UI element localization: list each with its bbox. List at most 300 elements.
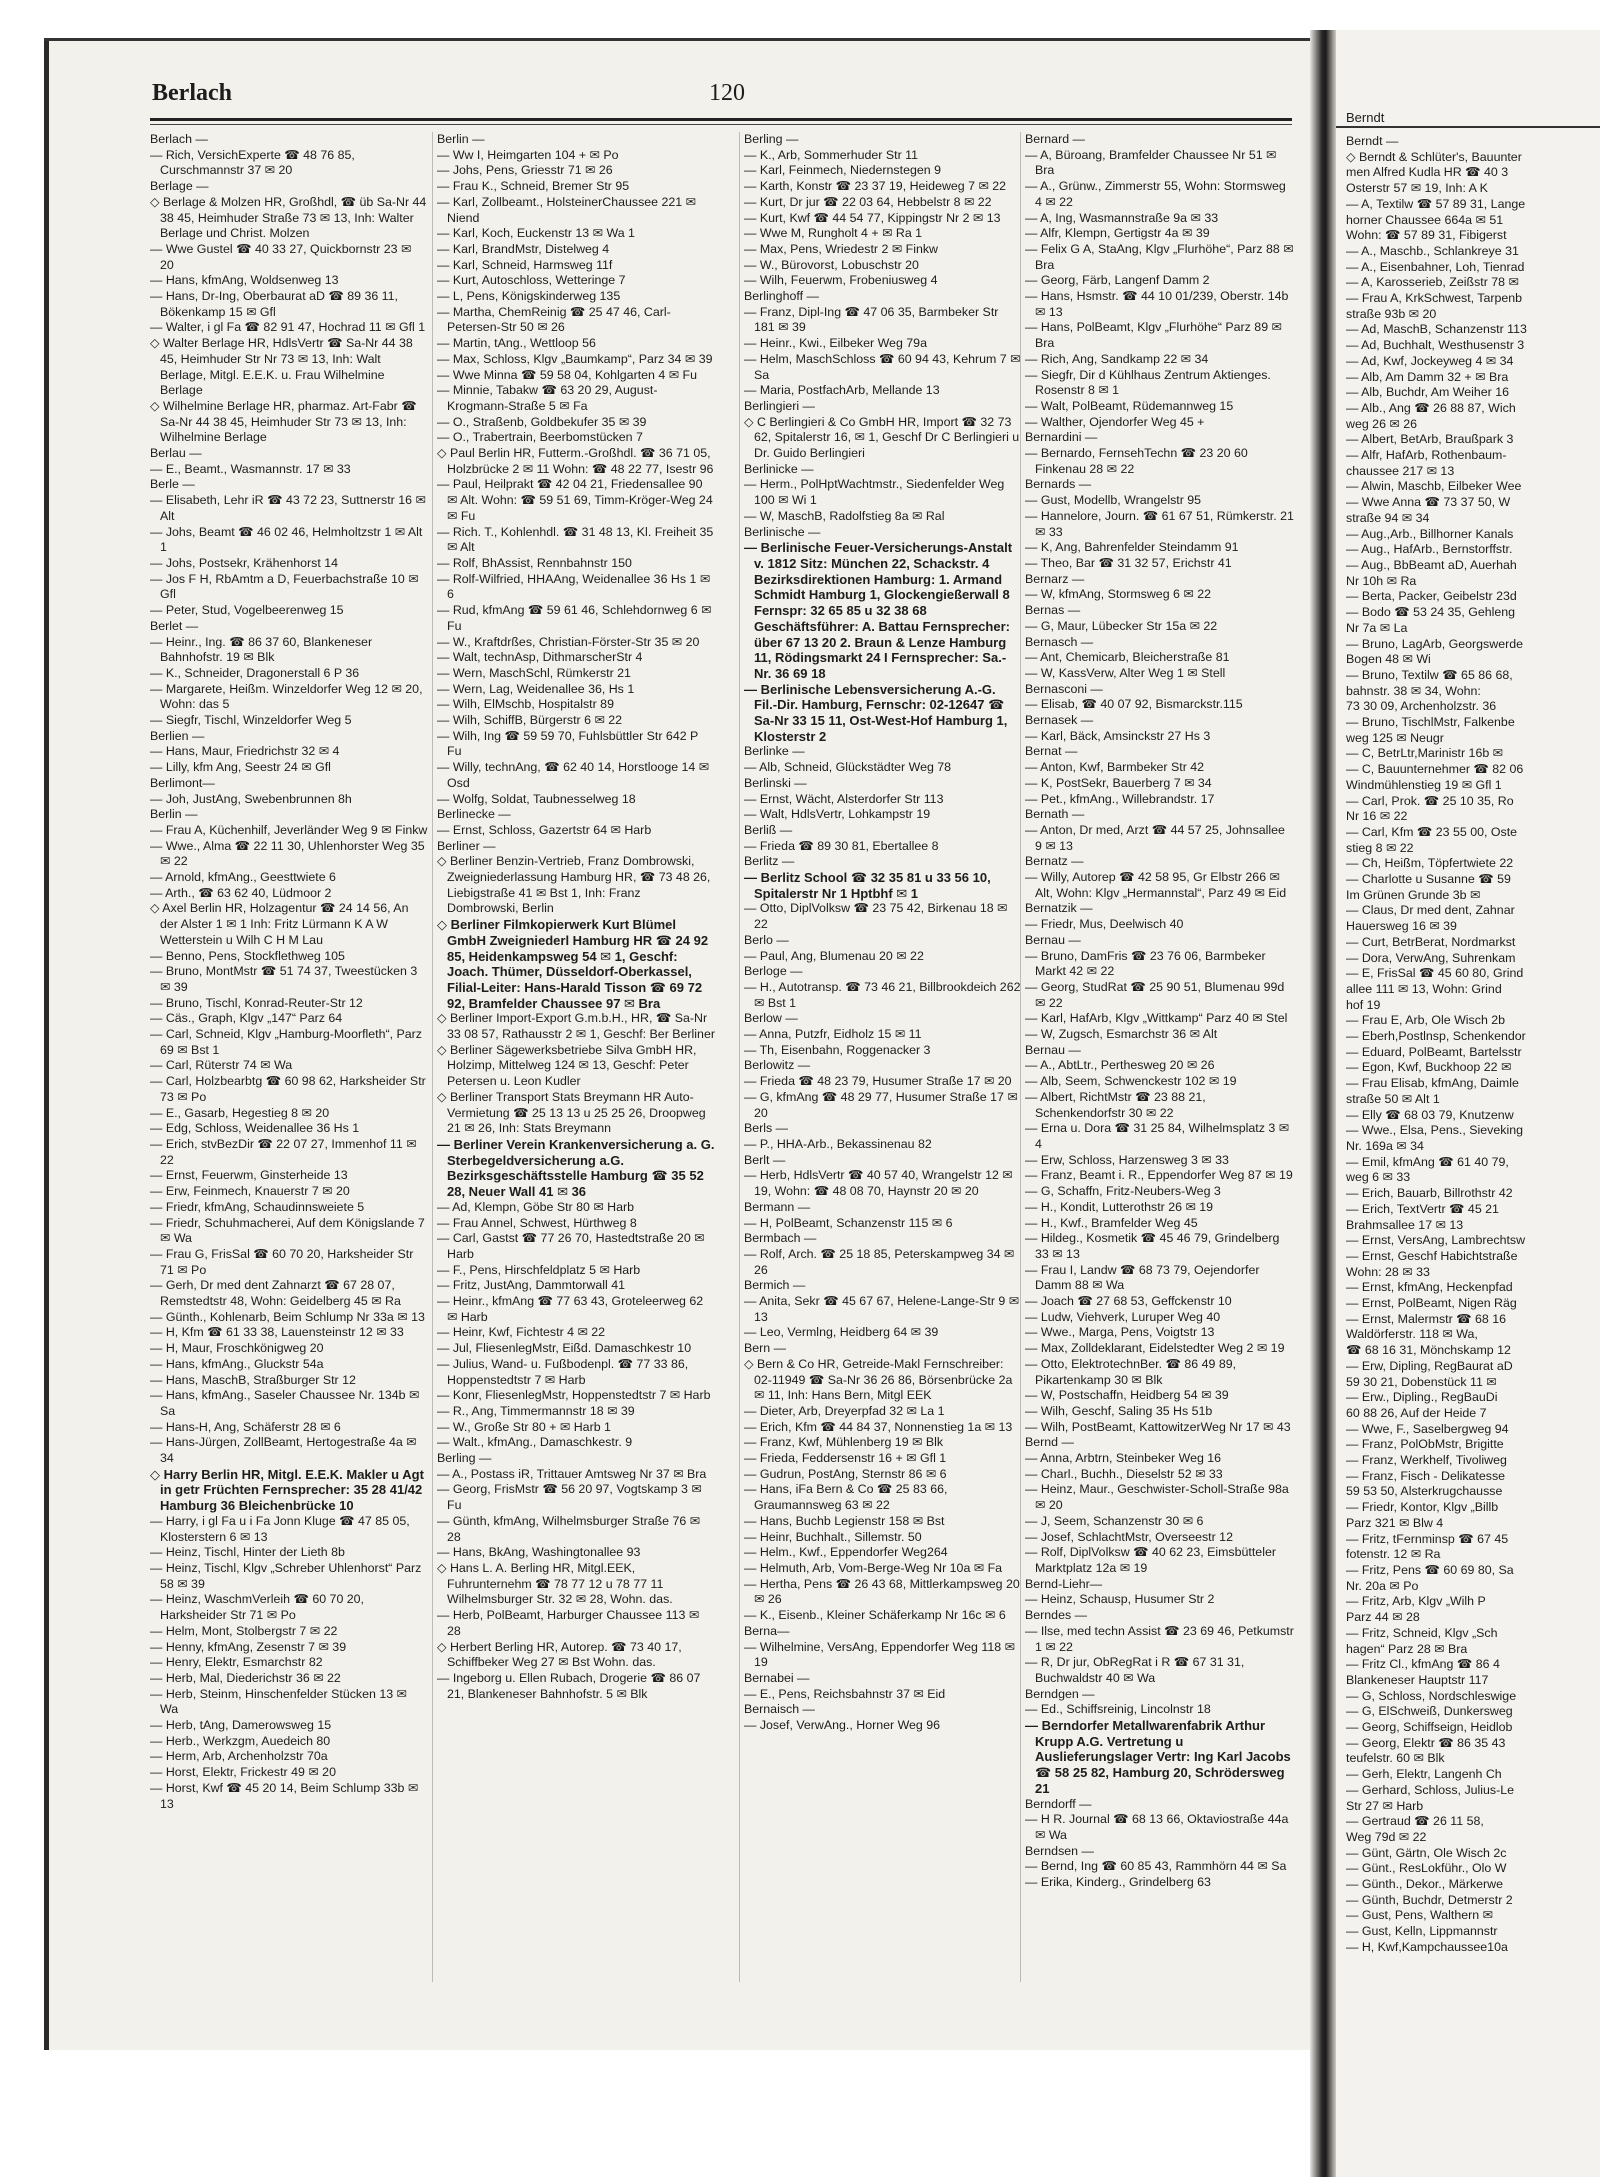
- directory-entry: — Herm, Arb, Archenholzstr 70a: [150, 1749, 328, 1764]
- directory-entry: — Benno, Pens, Stockflethweg 105: [150, 948, 345, 963]
- surname-heading: Bernau —: [1025, 1042, 1081, 1057]
- facing-entry: — Ernst, kfmAng, Heckenpfad: [1346, 1280, 1513, 1295]
- directory-entry: — K, PostSekr, Bauerberg 7 ✉ 34: [1025, 775, 1212, 790]
- directory-entry: — Elisabeth, Lehr iR ☎ 43 72 23, Suttnerstr 16 ✉ Alt: [150, 493, 426, 523]
- directory-entry: — Alb, Schneid, Glückstädter Weg 78: [744, 760, 952, 775]
- directory-entry: — G, Maur, Lübecker Str 15a ✉ 22: [1025, 618, 1218, 633]
- directory-entry: — Wwe Minna ☎ 59 58 04, Kohlgarten 4 ✉ Fu: [437, 367, 697, 382]
- directory-entry: — Hans, kfmAng, Woldsenweg 13: [150, 273, 339, 288]
- directory-entry: — Hans-H, Ang, Schäferstr 28 ✉ 6: [150, 1419, 341, 1434]
- directory-entry: — Walt, technAsp, DithmarscherStr 4: [437, 650, 643, 665]
- facing-entry: Waldörferstr. 118 ✉ Wa,: [1346, 1327, 1478, 1342]
- surname-heading: Bermann —: [744, 1199, 811, 1214]
- facing-entry: — E, FrisSal ☎ 45 60 80, Grind: [1346, 966, 1524, 981]
- facing-entry: — Dora, VerwAng, Suhrenkam: [1346, 950, 1516, 965]
- directory-entry: — Ludw, Viehverk, Luruper Weg 40: [1025, 1309, 1221, 1324]
- directory-entry: — G, Schaffn, Fritz-Neubers-Weg 3: [1025, 1184, 1221, 1199]
- directory-entry: — Arth., ☎ 63 62 40, Lüdmoor 2: [150, 885, 332, 900]
- directory-entry: — Henry, Elektr, Esmarchstr 82: [150, 1655, 323, 1670]
- directory-entry: — Karl, Feinmech, Niedernstegen 9: [744, 163, 941, 178]
- facing-entry: chaussee 217 ✉ 13: [1346, 463, 1455, 478]
- facing-entry: — Fritz, Arb, Klgv „Wilh P: [1346, 1594, 1486, 1609]
- directory-entry: — Konr, FliesenlegMstr, Hoppenstedtstr 7 ✉ Harb: [437, 1388, 711, 1403]
- directory-entry: — Fritz, JustAng, Dammtorwall 41: [437, 1278, 625, 1293]
- facing-entry: — Ernst, Geschf Habichtstraße: [1346, 1248, 1518, 1263]
- facing-entry: — Ad, MaschB, Schanzenstr 113: [1346, 322, 1527, 337]
- directory-entry: — Walt, PolBeamt, Rüdemannweg 15: [1025, 398, 1234, 413]
- facing-entry: — Ernst, PolBeamt, Nigen Räg: [1346, 1296, 1517, 1311]
- directory-entry: — Heinz, Tischl, Klgv „Schreber Uhlenhorst“ Parz 58 ✉ 39: [150, 1560, 422, 1591]
- directory-entry: — Anita, Sekr ☎ 45 67 67, Helene-Lange-Str 9 ✉ 13: [744, 1294, 1020, 1324]
- directory-entry: — Horst, Kwf ☎ 45 20 14, Beim Schlump 33b ✉ 13: [150, 1780, 419, 1811]
- facing-entry: — Wwe Anna ☎ 73 37 50, W: [1346, 495, 1511, 510]
- book-gutter: [1310, 30, 1336, 2177]
- directory-entry: — Erich, stvBezDir ☎ 22 07 27, Immenhof 11 ✉ 22: [150, 1137, 417, 1167]
- directory-entry: — Ernst, Schloss, Gazertstr 64 ✉ Harb: [437, 822, 652, 837]
- facing-entry: — Albert, BetArb, Braußpark 3: [1346, 432, 1514, 447]
- surname-heading: Bern —: [744, 1341, 787, 1356]
- column-3: [744, 132, 1022, 2032]
- directory-entry: — Wern, Lag, Weidenallee 36, Hs 1: [437, 681, 635, 696]
- facing-entry: — Ernst, Malermstr ☎ 68 16: [1346, 1311, 1507, 1326]
- surname-heading: Berlau —: [150, 446, 202, 461]
- page-header: [152, 80, 1292, 114]
- facing-entry: Windmühlenstieg 19 ✉ Gfl 1: [1346, 777, 1502, 792]
- directory-entry: — Josef, SchlachtMstr, Overseestr 12: [1025, 1529, 1233, 1544]
- facing-entry: — Georg, Elektr ☎ 86 35 43: [1346, 1735, 1506, 1750]
- facing-entry: Str 27 ✉ Harb: [1346, 1798, 1424, 1813]
- directory-entry: — Edg, Schloss, Weidenallee 36 Hs 1: [150, 1121, 360, 1136]
- directory-entry: — Ww I, Heimgarten 104 + ✉ Po: [437, 147, 619, 162]
- surname-heading: Berlow —: [744, 1011, 798, 1026]
- directory-entry: — Berlinische Lebensversicherung A.-G. Fil.-Dir. Hamburg, Fernschr: 02-12647 ☎ Sa-Nr 33 15 11, Ost-West-Hof Hamburg 1, Klosterstr 2: [744, 681, 1008, 744]
- directory-entry: — Bruno, Tischl, Konrad-Reuter-Str 12: [150, 995, 363, 1010]
- scan-top-edge: [44, 38, 1344, 41]
- directory-entry: — Otto, DiplVolksw ☎ 23 75 42, Birkenau 18 ✉ 22: [744, 901, 1008, 932]
- facing-entry: Im Grünen Grunde 3b ✉: [1346, 887, 1481, 902]
- facing-entry: — Eberh,Postlnsp, Schenkendor: [1346, 1029, 1526, 1044]
- facing-entry: — Georg, Schiffseign, Heidlob: [1346, 1720, 1513, 1735]
- directory-entry: — Ed., Schiffsreinig, Lincolnstr 18: [1025, 1702, 1211, 1717]
- directory-entry: — Erw, Feinmech, Knauerstr 7 ✉ 20: [150, 1184, 350, 1199]
- directory-entry: — Wwe., Marga, Pens, Voigtstr 13: [1025, 1325, 1215, 1340]
- directory-entry: — Herb., Werkzgm, Auedeich 80: [150, 1733, 331, 1748]
- surname-heading: Berlo —: [744, 932, 789, 947]
- directory-entry: — Günth., Kohlenarb, Beim Schlump Nr 33a ✉ 13: [150, 1309, 425, 1324]
- directory-entry: — Josef, VerwAng., Horner Weg 96: [744, 1718, 941, 1733]
- facing-entry: — Curt, BetrBerat, Nordmarkst: [1346, 934, 1516, 949]
- facing-entry: stieg 8 ✉ 22: [1346, 840, 1414, 855]
- directory-entry: ◇ C Berlingieri & Co GmbH HR, Import ☎ 32 73 62, Spitalerstr 16, ✉ 1, Geschf Dr C Berlingieri u Dr. Guido Berlingieri: [744, 414, 1020, 461]
- directory-entry: ◇ Axel Berlin HR, Holzagentur ☎ 24 14 56, An der Alster 1 ✉ 1 Inh: Fritz Lürmann K A W Wetterstein u Wilh C H M Lau: [150, 901, 409, 947]
- directory-entry: — Berliner Verein Krankenversicherung a. G. Sterbegeldversicherung a.G. Bezirksgeschäftsstelle Hamburg ☎ 35 52 28, Neuer Wall 41 ✉ 36: [437, 1137, 715, 1200]
- column-divider: [739, 132, 740, 1982]
- facing-entry: — A, Karosserieb, Zeißstr 78 ✉: [1346, 275, 1519, 290]
- surname-heading: Berlowitz —: [744, 1058, 811, 1073]
- facing-entry: fotenstr. 12 ✉ Ra: [1346, 1547, 1441, 1562]
- directory-entry: — Harry, i gl Fa u i Fa Jonn Kluge ☎ 47 85 05, Klosterstern 6 ✉ 13: [150, 1513, 410, 1544]
- facing-entry: — Günt, Gärtn, Ole Wisch 2c: [1346, 1845, 1507, 1860]
- facing-entry: straße 94 ✉ 34: [1346, 510, 1430, 525]
- directory-entry: — Hans-Jürgen, ZollBeamt, Hertogestraße 4a ✉ 34: [150, 1435, 417, 1466]
- header-rule: [150, 118, 1292, 121]
- running-head: Berlach: [152, 80, 232, 106]
- surname-heading: Bernaisch —: [744, 1702, 815, 1717]
- directory-entry: — W, kfmAng, Stormsweg 6 ✉ 22: [1025, 587, 1211, 602]
- directory-entry: — Frieda ☎ 89 30 81, Ebertallee 8: [744, 838, 939, 853]
- facing-entry: Nr 16 ✉ 22: [1346, 809, 1408, 824]
- directory-entry: — Frieda, Feddersenstr 16 + ✉ Gfl 1: [744, 1451, 947, 1466]
- directory-entry: — Franz, Dipl-Ing ☎ 47 06 35, Barmbeker Str 181 ✉ 39: [744, 304, 999, 335]
- directory-entry: — Helm, MaschSchloss ☎ 60 94 43, Kehrum 7 ✉ Sa: [744, 351, 1021, 382]
- directory-entry: — Günth, kfmAng, Wilhelmsburger Straße 76 ✉ 28: [437, 1513, 701, 1544]
- facing-entry: — Emil, kfmAng ☎ 61 40 79,: [1346, 1154, 1509, 1169]
- facing-entry: bahnstr. 38 ✉ 34, Wohn:: [1346, 683, 1481, 698]
- facing-entry: — G, Schloss, Nordschleswige: [1346, 1688, 1517, 1703]
- directory-entry: — Berlinische Feuer-Versicherungs-Anstalt v. 1812 Sitz: München 22, Schackstr. 4 Bezirksdirektionen Hamburg: 1. Armand Schmidt Hamburg 1, Glockengießerwall 8 Fernspr: 32 65 85 u 32 38 68 Geschäftsführer: A. Battau Fernsprecher: über 67 13 20 2. Braun & Lenze Hamburg 11, Rödingsmarkt 24 I Fernsprecher: Sa.-Nr. 36 69 18: [744, 540, 1013, 681]
- directory-entry: — Wilh, Geschf, Saling 35 Hs 51b: [1025, 1403, 1213, 1418]
- facing-entry: — Ad, Buchhalt, Westhusenstr 3: [1346, 338, 1525, 353]
- directory-entry: — Heinz, Maur., Geschwister-Scholl-Straße 98a ✉ 20: [1025, 1482, 1289, 1513]
- facing-column: [1346, 134, 1600, 1984]
- directory-entry: — Rolf, BhAssist, Rennbahnstr 150: [437, 555, 632, 570]
- directory-entry: — Hans, kfmAng., Gluckstr 54a: [150, 1356, 324, 1371]
- facing-entry: — Franz, PolObMstr, Brigitte: [1346, 1437, 1504, 1452]
- facing-entry: ◇ Berndt & Schlüter's, Bauunter: [1346, 149, 1522, 164]
- directory-entry: — Anna, Arbtrn, Steinbeker Weg 16: [1025, 1451, 1222, 1466]
- directory-entry: — Ernst, Wächt, Alsterdorfer Str 113: [744, 791, 944, 806]
- directory-entry: — Carl, Holzbearbtg ☎ 60 98 62, Harksheider Str 73 ✉ Po: [150, 1074, 426, 1104]
- directory-entry: — Joach ☎ 27 68 53, Geffckenstr 10: [1025, 1294, 1232, 1309]
- surname-heading: Bernasconi —: [1025, 681, 1103, 696]
- facing-entry: — Carl, Kfm ☎ 23 55 00, Oste: [1346, 824, 1518, 839]
- facing-entry: men Alfred Kudla HR ☎ 40 3: [1346, 165, 1509, 180]
- directory-entry: — Gudrun, PostAng, Sternstr 86 ✉ 6: [744, 1466, 947, 1481]
- directory-entry: — Walter, i gl Fa ☎ 82 91 47, Hochrad 11 ✉ Gfl 1: [150, 320, 426, 335]
- directory-entry: — A., Grünw., Zimmerstr 55, Wohn: Stormsweg 4 ✉ 22: [1025, 179, 1286, 209]
- surname-heading: Berlinecke —: [437, 807, 511, 822]
- facing-entry: — Bruno, Textilw ☎ 65 86 68,: [1346, 667, 1513, 682]
- facing-entry: — Fritz, Pens ☎ 60 69 80, Sa: [1346, 1562, 1514, 1577]
- facing-entry: — Wwe., Elsa, Pens., Sieveking: [1346, 1123, 1523, 1138]
- facing-entry: — H, Kwf,Kampchaussee10a: [1346, 1939, 1508, 1954]
- facing-entry: Hauersweg 16 ✉ 39: [1346, 919, 1457, 934]
- facing-entry: Nr. 20a ✉ Po: [1346, 1578, 1419, 1593]
- directory-entry: — Willy, technAng, ☎ 62 40 14, Horstlooge 14 ✉ Osd: [437, 760, 710, 790]
- facing-entry: — Berta, Packer, Geibelstr 23d: [1346, 589, 1517, 604]
- facing-entry: allee 111 ✉ 13, Wohn: Grind: [1346, 981, 1502, 996]
- directory-entry: — Rich, Ang, Sandkamp 22 ✉ 34: [1025, 351, 1209, 366]
- directory-entry: — Kurt, Autoschloss, Wetteringe 7: [437, 273, 626, 288]
- directory-entry: — Karl, Bäck, Amsinckstr 27 Hs 3: [1025, 728, 1211, 743]
- facing-entry: — Franz, Fisch - Delikatesse: [1346, 1468, 1506, 1483]
- facing-entry: straße 93b ✉ 20: [1346, 306, 1437, 321]
- facing-entry: — Charlotte u Susanne ☎ 59: [1346, 872, 1511, 887]
- facing-entry: — Erich, Bauarb, Billrothstr 42: [1346, 1186, 1513, 1201]
- directory-entry: — Ilse, med techn Assist ☎ 23 69 46, Petkumstr 1 ✉ 22: [1025, 1623, 1294, 1654]
- column-2: [437, 132, 715, 2032]
- surname-heading: Berlinische —: [744, 524, 821, 539]
- surname-heading: Berndsen —: [1025, 1843, 1094, 1858]
- page-number: 120: [709, 80, 745, 106]
- facing-entry: — Frau A, KrkSchwest, Tarpenb: [1346, 291, 1523, 306]
- surname-heading: Berlinke —: [744, 744, 805, 759]
- directory-entry: — Anton, Dr med, Arzt ☎ 44 57 25, Johnsallee 9 ✉ 13: [1025, 822, 1285, 853]
- directory-entry: — R, Dr jur, ObRegRat i R ☎ 67 31 31, Buchwaldstr 40 ✉ Wa: [1025, 1655, 1245, 1685]
- directory-entry: ◇ Wilhelmine Berlage HR, pharmaz. Art-Fabr ☎ Sa-Nr 44 38 45, Heimhuder Str 73 ✉ 13, Inh: Wilhelmine Berlage: [150, 398, 417, 445]
- directory-entry: — Franz, Beamt i. R., Eppendorfer Weg 87 ✉ 19: [1025, 1168, 1293, 1183]
- directory-entry: — Margarete, Heißm. Winzeldorfer Weg 12 ✉ 20, Wohn: das 5: [150, 681, 423, 712]
- directory-entry: — Berndorfer Metallwarenfabrik Arthur Krupp A.G. Vertretung u Auslieferungslager Vertr: Ing Karl Jacobs ☎ 58 25 82, Hamburg 20, Schrödersweg 21: [1025, 1718, 1291, 1796]
- directory-entry: — Heinr, Buchhalt., Sillemstr. 50: [744, 1529, 922, 1544]
- facing-entry: 59 30 21, Dobenstück 11 ✉: [1346, 1374, 1497, 1389]
- surname-heading: Bernau —: [1025, 932, 1081, 947]
- directory-entry: — L, Pens, Königskinderweg 135: [437, 289, 621, 304]
- facing-entry: — Fritz, Schneid, Klgv „Sch: [1346, 1625, 1498, 1640]
- directory-entry: — Wwe Gustel ☎ 40 33 27, Quickbornstr 23 ✉ 20: [150, 241, 412, 272]
- facing-entry: — Frau E, Arb, Ole Wisch 2b: [1346, 1013, 1506, 1028]
- directory-entry: — Anton, Kwf, Barmbeker Str 42: [1025, 760, 1205, 775]
- facing-entry: — Carl, Prok. ☎ 25 10 35, Ro: [1346, 793, 1514, 808]
- directory-entry: — W, Postschaffn, Heidberg 54 ✉ 39: [1025, 1388, 1229, 1403]
- facing-entry: Parz 321 ✉ Blw 4: [1346, 1515, 1444, 1530]
- directory-entry: — Helm., Kwf., Eppendorfer Weg264: [744, 1545, 948, 1560]
- directory-entry: — Jul, FliesenlegMstr, Eißd. Damaschkestr 10: [437, 1341, 692, 1356]
- directory-entry: — Walt, HdlsVertr, Lohkampstr 19: [744, 807, 931, 822]
- surname-heading: Berlin —: [437, 132, 485, 146]
- directory-entry: — Max, Pens, Wriedestr 2 ✉ Finkw: [744, 241, 938, 256]
- directory-entry: — Wwe M, Rungholt 4 + ✉ Ra 1: [744, 226, 923, 241]
- directory-entry: — Georg, FrisMstr ☎ 56 20 97, Vogtskamp 3 ✉ Fu: [437, 1482, 702, 1513]
- directory-entry: — W, Zugsch, Esmarchstr 36 ✉ Alt: [1025, 1027, 1218, 1042]
- surname-heading: Bernabei —: [744, 1670, 810, 1685]
- surname-heading: Berlet —: [150, 618, 199, 633]
- facing-entry: — Ad, Kwf, Jockeyweg 4 ✉ 34: [1346, 353, 1514, 368]
- directory-entry: — Friedr, Mus, Deelwisch 40: [1025, 917, 1184, 932]
- directory-entry: — Charl., Buchh., Dieselstr 52 ✉ 33: [1025, 1466, 1223, 1481]
- directory-entry: ◇ Berliner Import-Export G.m.b.H., HR, ☎ Sa-Nr 33 08 57, Rathausstr 2 ✉ 1, Geschf: Ber Berliner: [437, 1011, 715, 1042]
- directory-entry: — A, Ing, Wasmannstraße 9a ✉ 33: [1025, 210, 1219, 225]
- directory-entry: — Pet., kfmAng., Willebrandstr. 17: [1025, 791, 1215, 806]
- directory-entry: — Frau Annel, Schwest, Hürthweg 8: [437, 1215, 637, 1230]
- directory-entry: — Cäs., Graph, Klgv „147“ Parz 64: [150, 1011, 343, 1026]
- directory-entry: — Wilhelmine, VersAng, Eppendorfer Weg 118 ✉ 19: [744, 1639, 1015, 1670]
- column-1: [150, 132, 428, 2032]
- directory-entry: — Franz, Kwf, Mühlenberg 19 ✉ Blk: [744, 1435, 944, 1450]
- facing-entry: — Elly ☎ 68 03 79, Knutzenw: [1346, 1107, 1514, 1122]
- facing-entry: — Alb, Am Damm 32 + ✉ Bra: [1346, 369, 1509, 384]
- facing-entry: weg 6 ✉ 33: [1346, 1170, 1411, 1185]
- directory-entry: — Walt., kfmAng., Damaschkestr. 9: [437, 1435, 633, 1450]
- directory-entry: — Wilh, ElMschb, Hospitalstr 89: [437, 697, 614, 712]
- directory-entry: — Wwe., Alma ☎ 22 11 30, Uhlenhorster Weg 35 ✉ 22: [150, 838, 425, 869]
- facing-entry: Osterstr 57 ✉ 19, Inh: A K: [1346, 181, 1488, 196]
- directory-entry: — Bruno, DamFris ☎ 23 76 06, Barmbeker Markt 42 ✉ 22: [1025, 948, 1266, 979]
- surname-heading: Bermich —: [744, 1278, 806, 1293]
- facing-header-rule: [1336, 126, 1600, 128]
- surname-heading: Berloge —: [744, 964, 803, 979]
- directory-entry: — H., Kondit, Lutterothstr 26 ✉ 19: [1025, 1199, 1214, 1214]
- directory-entry: — H, Maur, Froschkönigweg 20: [150, 1341, 324, 1356]
- directory-entry: ◇ Berliner Benzin-Vertrieb, Franz Dombrowski, Zweigniederlassung Hamburg HR, ☎ 73 48 26, Liebigstraße 41 ✉ Bst 1, Inh: Franz Dombrowski, Berlin: [437, 854, 711, 916]
- directory-entry: ◇ Harry Berlin HR, Mitgl. E.E.K. Makler u Agt in getr Früchten Fernsprecher: 35 28 41/42 Hamburg 36 Bleichenbrücke 10: [150, 1466, 424, 1514]
- directory-entry: — Wolfg, Soldat, Taubnesselweg 18: [437, 791, 636, 806]
- facing-entry: — Ch, Heißm, Töpfertwiete 22: [1346, 856, 1514, 871]
- directory-entry: — Joh, JustAng, Swebenbrunnen 8h: [150, 791, 352, 806]
- surname-heading: Berliß —: [744, 822, 793, 837]
- directory-entry: — A., Postass iR, Trittauer Amtsweg Nr 37 ✉ Bra: [437, 1466, 707, 1481]
- surname-heading: Berle —: [150, 477, 195, 492]
- directory-entry: — Erika, Kinderg., Grindelberg 63: [1025, 1875, 1211, 1890]
- directory-entry: — Johs, Beamt ☎ 46 02 46, Helmholtzstr 1 ✉ Alt 1: [150, 524, 423, 555]
- directory-entry: — Paul, Ang, Blumenau 20 ✉ 22: [744, 948, 924, 963]
- facing-entry: — Aug.,Arb., Billhorner Kanals: [1346, 526, 1514, 541]
- directory-entry: — Herb, tAng, Damerowsweg 15: [150, 1718, 332, 1733]
- surname-heading: Bernards —: [1025, 477, 1092, 492]
- directory-entry: — O., Straßenb, Goldbekufer 35 ✉ 39: [437, 414, 647, 429]
- directory-entry: — Ernst, Feuerwm, Ginsterheide 13: [150, 1168, 348, 1183]
- directory-entry: — J, Seem, Schanzenstr 30 ✉ 6: [1025, 1513, 1204, 1528]
- surname-heading: Berling —: [744, 132, 799, 146]
- directory-entry: — Hans, PolBeamt, Klgv „Flurhöhe“ Parz 89 ✉ Bra: [1025, 320, 1282, 351]
- directory-entry: — Arnold, kfmAng., Geesttwiete 6: [150, 870, 336, 885]
- facing-entry: ☎ 68 16 31, Mönchskamp 12: [1346, 1343, 1511, 1358]
- directory-entry: — Felix G A, StaAng, Klgv „Flurhöhe“, Parz 88 ✉ Bra: [1025, 241, 1294, 272]
- facing-page: [1336, 30, 1600, 2177]
- surname-heading: Berlinicke —: [744, 461, 814, 476]
- facing-entry: — Erw, Dipling, RegBaurat aD: [1346, 1358, 1513, 1373]
- directory-entry: — W., Große Str 80 + ✉ Harb 1: [437, 1419, 611, 1434]
- facing-entry: — Frau Elisab, kfmAng, Daimle: [1346, 1076, 1519, 1091]
- facing-entry: — Franz, Werkhelf, Tivoliweg: [1346, 1453, 1507, 1468]
- directory-entry: — Leo, Vermlng, Heidberg 64 ✉ 39: [744, 1325, 939, 1340]
- column-divider: [432, 132, 433, 1982]
- facing-entry: Weg 79d ✉ 22: [1346, 1829, 1427, 1844]
- facing-entry: Nr. 169a ✉ 34: [1346, 1139, 1424, 1153]
- directory-entry: — H R. Journal ☎ 68 13 66, Oktaviostraße 44a ✉ Wa: [1025, 1812, 1289, 1842]
- facing-entry: — Fritz, tFernminsp ☎ 67 45: [1346, 1531, 1509, 1546]
- directory-entry: — Karl, Schneid, Harmsweg 11f: [437, 257, 613, 272]
- directory-entry: — H, Kfm ☎ 61 33 38, Lauensteinstr 12 ✉ 33: [150, 1325, 404, 1340]
- facing-entry: straße 50 ✉ Alt 1: [1346, 1091, 1440, 1106]
- directory-entry: — Gust, Modellb, Wrangelstr 95: [1025, 493, 1202, 508]
- facing-entry: — Friedr, Kontor, Klgv „Billb: [1346, 1500, 1499, 1515]
- surname-heading: Bernasch —: [1025, 634, 1094, 649]
- surname-heading: Bernardini —: [1025, 430, 1098, 445]
- directory-entry: — Hans, Dr-Ing, Oberbaurat aD ☎ 89 36 11, Bökenkamp 15 ✉ Gfl: [150, 289, 398, 319]
- directory-entry: — Jos F H, RbAmtm a D, Feuerbachstraße 10 ✉ Gfl: [150, 571, 419, 602]
- directory-entry: — Karth, Konstr ☎ 23 37 19, Heideweg 7 ✉ 22: [744, 179, 1007, 194]
- facing-entry: horner Chaussee 664a ✉ 51: [1346, 212, 1504, 227]
- facing-entry: Bogen 48 ✉ Wi: [1346, 652, 1431, 667]
- directory-entry: — Heinz, Schausp, Husumer Str 2: [1025, 1592, 1215, 1607]
- facing-entry: — Bruno, TischlMstr, Falkenbe: [1346, 715, 1515, 730]
- facing-entry: — Alwin, Maschb, Eilbeker Wee: [1346, 479, 1522, 494]
- facing-entry: — Günth, Buchdr, Detmerstr 2: [1346, 1892, 1513, 1907]
- directory-entry: — Rolf, Arch. ☎ 25 18 85, Peterskampweg 34 ✉ 26: [744, 1246, 1015, 1277]
- directory-entry: — Theo, Bar ☎ 31 32 57, Erichstr 41: [1025, 555, 1232, 570]
- surname-heading: Berlingieri —: [744, 398, 815, 413]
- directory-entry: — Rich. T., Kohlenhdl. ☎ 31 48 13, Kl. Freiheit 35 ✉ Alt: [437, 524, 714, 555]
- surname-heading: Bernatz —: [1025, 854, 1084, 869]
- surname-heading: Berlien —: [150, 728, 205, 743]
- directory-entry: — Martin, tAng., Wettloop 56: [437, 336, 596, 351]
- directory-entry: — Rich, VersichExperte ☎ 48 76 85, Curschmannstr 37 ✉ 20: [150, 147, 355, 178]
- directory-entry: — K., Schneider, Dragonerstall 6 P 36: [150, 665, 360, 680]
- facing-entry: Nr 7a ✉ La: [1346, 620, 1408, 635]
- surname-heading: Berlin —: [150, 807, 198, 822]
- directory-entry: — Hans, MaschB, Straßburger Str 12: [150, 1372, 356, 1387]
- directory-entry: — Heinr., Ing. ☎ 86 37 60, Blankeneser Bahnhofstr. 19 ✉ Blk: [150, 634, 373, 665]
- directory-entry: — A., AbtLtr., Perthesweg 20 ✉ 26: [1025, 1058, 1215, 1073]
- directory-entry: — Erw, Schloss, Harzensweg 3 ✉ 33: [1025, 1152, 1229, 1167]
- directory-entry: ◇ Berliner Transport Stats Breymann HR Auto-Vermietung ☎ 25 13 13 u 25 25 26, Droopweg 21 ✉ 26, Inh: Stats Breymann: [437, 1089, 706, 1136]
- directory-entry: — P., HHA-Arb., Bekassinenau 82: [744, 1137, 932, 1151]
- directory-entry: — Karl, BrandMstr, Distelweg 4: [437, 241, 610, 256]
- directory-entry: — Helmuth, Arb, Vom-Berge-Weg Nr 10a ✉ Fa: [744, 1560, 1003, 1575]
- directory-entry: — K., Eisenb., Kleiner Schäferkamp Nr 16c ✉ 6: [744, 1608, 1006, 1623]
- directory-entry: — H., Autotransp. ☎ 73 46 21, Billbrookdeich 262 ✉ Bst 1: [744, 979, 1021, 1010]
- directory-entry: — A, Büroang, Bramfelder Chaussee Nr 51 ✉ Bra: [1025, 147, 1277, 178]
- directory-entry: — Hertha, Pens ☎ 26 43 68, Mittlerkampsweg 20 ✉ 26: [744, 1576, 1020, 1607]
- directory-entry: — H, PolBeamt, Schanzenstr 115 ✉ 6: [744, 1215, 953, 1230]
- directory-entry: — Minnie, Tabakw ☎ 63 20 29, August-Krogmann-Straße 5 ✉ Fa: [437, 383, 658, 413]
- directory-entry: — Albert, RichtMstr ☎ 23 88 21, Schenkendorfstr 30 ✉ 22: [1025, 1089, 1206, 1120]
- directory-entry: — E., Beamt., Wasmannstr. 17 ✉ 33: [150, 461, 351, 476]
- directory-entry: — Erich, Kfm ☎ 44 84 37, Nonnenstieg 1a ✉ 13: [744, 1419, 1013, 1434]
- facing-entry: 59 53 50, Alsterkrugchausse: [1346, 1484, 1503, 1499]
- directory-entry: — Hans, Hsmstr. ☎ 44 10 01/239, Oberstr. 14b ✉ 13: [1025, 289, 1289, 319]
- facing-entry: — G, ElSchweiß, Dunkersweg: [1346, 1704, 1513, 1719]
- directory-entry: — Walther, Ojendorfer Weg 45 +: [1025, 414, 1205, 429]
- directory-entry: — Herb, HdlsVertr ☎ 40 57 40, Wrangelstr 12 ✉ 19, Wohn: ☎ 48 08 70, Haynstr 20 ✉ 20: [744, 1168, 1013, 1199]
- directory-entry: — Herb, Steinm, Hinschenfelder Stücken 13 ✉ Wa: [150, 1686, 407, 1717]
- facing-entry: — A, Textilw ☎ 57 89 31, Lange: [1346, 196, 1526, 211]
- directory-entry: — Heinz, WaschmVerleih ☎ 60 70 20, Harksheider Str 71 ✉ Po: [150, 1592, 365, 1623]
- directory-entry: — Ad, Klempn, Göbe Str 80 ✉ Harb: [437, 1199, 635, 1214]
- facing-entry: Berndt —: [1346, 134, 1399, 148]
- directory-entry: — Anna, Putzfr, Eidholz 15 ✉ 11: [744, 1027, 922, 1042]
- facing-entry: — Egon, Kwf, Buckhoop 22 ✉: [1346, 1060, 1512, 1075]
- surname-heading: Berndgen —: [1025, 1686, 1095, 1701]
- facing-entry: — Gertraud ☎ 26 11 58,: [1346, 1814, 1484, 1829]
- facing-entry: — A., Maschb., Schlankreye 31: [1346, 243, 1519, 258]
- directory-entry: ◇ Berliner Sägewerksbetriebe Silva GmbH HR, Holzimp, Mittelweg 124 ✉ 13, Geschf: Peter Petersen u. Leon Kudler: [437, 1042, 697, 1089]
- directory-entry: — Johs, Postsekr, Krähenhorst 14: [150, 555, 339, 570]
- facing-entry: — Bodo ☎ 53 24 35, Gehleng: [1346, 605, 1516, 620]
- surname-heading: Berliner —: [437, 838, 496, 853]
- directory-entry: — Wern, MaschSchl, Rümkerstr 21: [437, 665, 631, 680]
- facing-entry: — Ernst, VersAng, Lambrechtsw: [1346, 1233, 1526, 1248]
- facing-entry: hof 19: [1346, 997, 1381, 1012]
- directory-entry: — Heinz, Tischl, Hinter der Lieth 8b: [150, 1545, 345, 1560]
- directory-entry: — Wilh, Feuerwm, Frobeniusweg 4: [744, 273, 938, 288]
- directory-entry: — Karl, Zollbeamt., HolsteinerChaussee 221 ✉ Niend: [437, 194, 696, 225]
- directory-entry: — Karl, HafArb, Klgv „Wittkamp“ Parz 40 ✉ Stel: [1025, 1011, 1288, 1026]
- directory-entry: — W, KassVerw, Alter Weg 1 ✉ Stell: [1025, 665, 1226, 680]
- directory-entry: — Siegfr, Tischl, Winzeldorfer Weg 5: [150, 713, 352, 728]
- surname-heading: Bernd-Liehr—: [1025, 1576, 1103, 1591]
- surname-heading: Berls —: [744, 1121, 789, 1136]
- surname-heading: Berlage —: [150, 179, 209, 194]
- facing-entry: — Erw., Dipling., RegBauDi: [1346, 1390, 1498, 1405]
- directory-entry: — H., Kwf., Bramfelder Weg 45: [1025, 1215, 1198, 1230]
- directory-entry: — Paul, Heilprakt ☎ 42 04 21, Friedensallee 90 ✉ Alt. Wohn: ☎ 59 51 69, Timm-Kröger-Weg 24 ✉ Fu: [437, 477, 713, 523]
- directory-entry: — Bernardo, FernsehTechn ☎ 23 20 60 Finkenau 28 ✉ 22: [1025, 446, 1248, 476]
- facing-entry: — Gust, Pens, Walthern ✉: [1346, 1908, 1493, 1923]
- facing-entry: — Fritz Cl., kfmAng ☎ 86 4: [1346, 1657, 1500, 1672]
- directory-entry: — Herb, Mal, Diederichstr 36 ✉ 22: [150, 1670, 341, 1685]
